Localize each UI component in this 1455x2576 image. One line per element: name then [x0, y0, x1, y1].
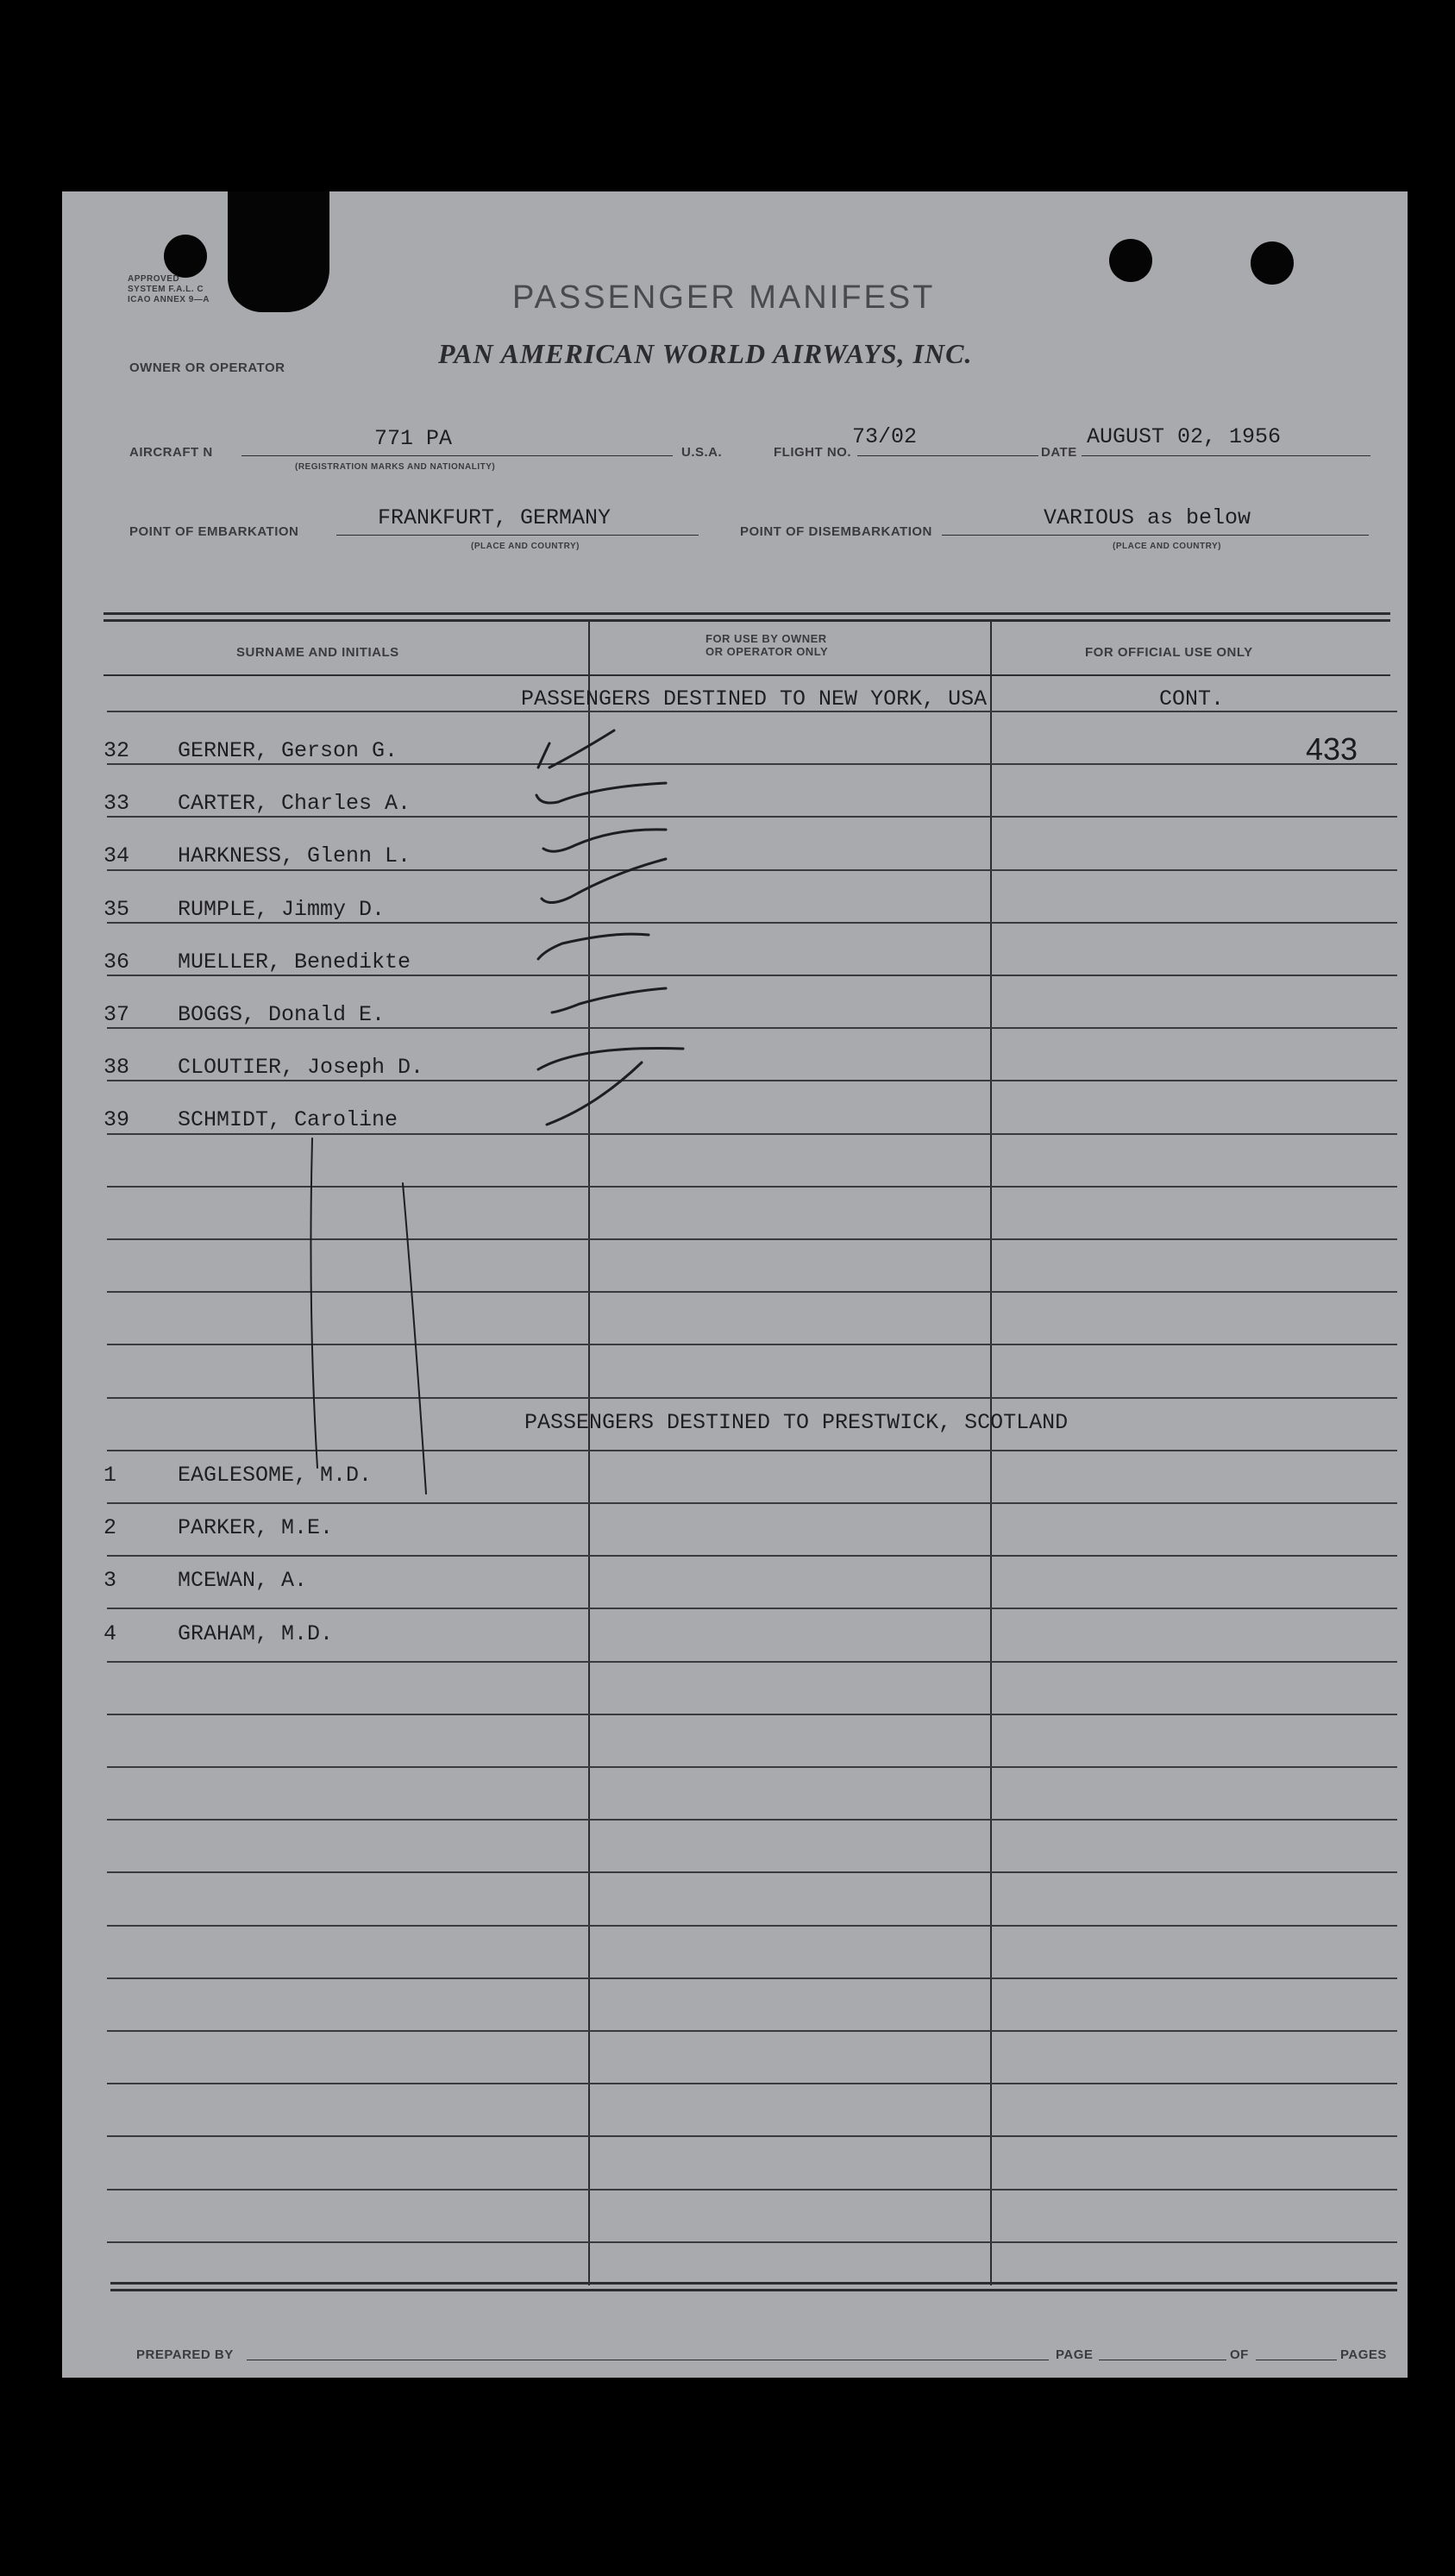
new-york-row-number: 37 — [103, 1002, 130, 1027]
stamp-number: 433 — [1306, 731, 1358, 767]
prestwick-passenger-name: MCEWAN, A. — [178, 1568, 308, 1593]
flight-value: 73/02 — [852, 424, 918, 449]
flight-label: FLIGHT NO. — [774, 445, 851, 460]
new-york-passenger-name: GERNER, Gerson G. — [178, 738, 398, 763]
corner-note-1: APPROVED — [128, 274, 180, 284]
check-mark — [552, 988, 666, 1012]
new-york-row-number: 32 — [103, 738, 130, 763]
check-mark — [542, 859, 666, 903]
new-york-passenger-name: CARTER, Charles A. — [178, 791, 411, 816]
new-york-row-number: 34 — [103, 843, 130, 868]
aircraft-value: 771 PA — [374, 426, 453, 451]
page-label: PAGE — [1056, 2347, 1094, 2362]
prestwick-row-number: 1 — [103, 1463, 117, 1488]
disembarkation-label: POINT OF DISEMBARKATION — [740, 524, 932, 539]
new-york-passenger-name: BOGGS, Donald E. — [178, 1002, 386, 1027]
col-header-official: FOR OFFICIAL USE ONLY — [1085, 645, 1253, 660]
new-york-row-number: 35 — [103, 897, 130, 922]
col-header-surname: SURNAME AND INITIALS — [236, 645, 399, 660]
embarkation-label: POINT OF EMBARKATION — [129, 524, 299, 539]
prestwick-passenger-name: GRAHAM, M.D. — [178, 1621, 334, 1646]
page-title: PASSENGER MANIFEST — [512, 279, 936, 316]
new-york-passenger-name: RUMPLE, Jimmy D. — [178, 897, 386, 922]
section-heading-prestwick: PASSENGERS DESTINED TO PRESTWICK, SCOTLAND — [524, 1410, 1069, 1435]
of-label: OF — [1230, 2347, 1249, 2362]
prestwick-passenger-name: PARKER, M.E. — [178, 1515, 334, 1540]
owner-value: PAN AMERICAN WORLD AIRWAYS, INC. — [438, 338, 973, 369]
new-york-passenger-name: HARKNESS, Glenn L. — [178, 843, 411, 868]
new-york-passenger-name: MUELLER, Benedikte — [178, 950, 411, 975]
continued-label: CONT. — [1159, 686, 1225, 711]
new-york-passenger-name: CLOUTIER, Joseph D. — [178, 1055, 424, 1080]
new-york-row-number: 39 — [103, 1107, 130, 1132]
disembarkation-value: VARIOUS as below — [1044, 505, 1251, 530]
table-bottom-rule-2 — [110, 2289, 1397, 2291]
prestwick-row-number: 2 — [103, 1515, 117, 1540]
col-header-owner-2: OR OPERATOR ONLY — [706, 645, 829, 658]
aircraft-label: AIRCRAFT N — [129, 445, 213, 460]
prestwick-row-number: 3 — [103, 1568, 117, 1593]
check-mark — [547, 1062, 642, 1125]
disembarkation-caption: (PLACE AND COUNTRY) — [1113, 542, 1221, 551]
pages-label: PAGES — [1340, 2347, 1387, 2362]
bracket-line — [403, 1183, 426, 1494]
prestwick-row-number: 4 — [103, 1621, 117, 1646]
col-header-owner-1: FOR USE BY OWNER — [706, 632, 827, 645]
prepared-by-label: PREPARED BY — [136, 2347, 234, 2362]
check-mark — [538, 1049, 683, 1070]
handwritten-marks — [62, 191, 1408, 2378]
embarkation-caption: (PLACE AND COUNTRY) — [471, 542, 580, 551]
check-mark — [538, 934, 649, 959]
date-label: DATE — [1041, 445, 1077, 460]
bracket-line — [310, 1138, 317, 1468]
registration-caption: (REGISTRATION MARKS AND NATIONALITY) — [295, 462, 496, 472]
prestwick-passenger-name: EAGLESOME, M.D. — [178, 1463, 373, 1488]
section-heading-new-york: PASSENGERS DESTINED TO NEW YORK, USA — [521, 686, 988, 711]
embarkation-value: FRANKFURT, GERMANY — [378, 505, 611, 530]
table-bottom-rule-1 — [110, 2282, 1397, 2285]
date-value: AUGUST 02, 1956 — [1087, 424, 1282, 449]
owner-label: OWNER OR OPERATOR — [129, 360, 285, 375]
new-york-passenger-name: SCHMIDT, Caroline — [178, 1107, 398, 1132]
corner-note-2: SYSTEM F.A.L. C — [128, 285, 204, 294]
usa-label: U.S.A. — [681, 445, 723, 460]
check-mark — [538, 730, 614, 768]
new-york-row-number: 38 — [103, 1055, 130, 1080]
new-york-row-number: 33 — [103, 791, 130, 816]
manifest-page — [62, 191, 1408, 2378]
corner-note-3: ICAO ANNEX 9—A — [128, 295, 210, 304]
new-york-row-number: 36 — [103, 950, 130, 975]
check-mark — [543, 830, 666, 851]
check-mark — [536, 783, 666, 803]
